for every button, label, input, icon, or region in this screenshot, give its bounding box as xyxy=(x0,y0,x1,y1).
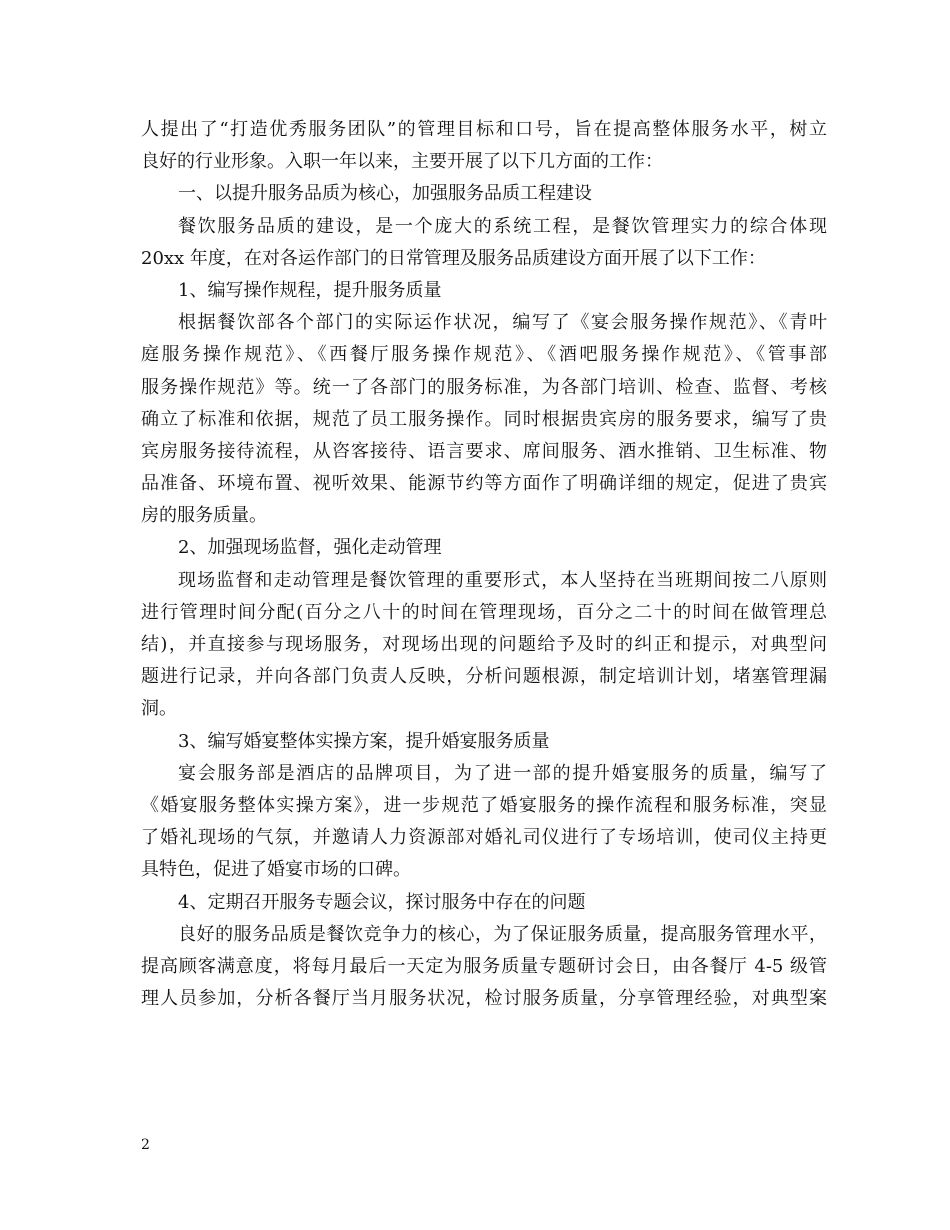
text-line: 20xx 年度，在对各运作部门的日常管理及服务品质建设方面开展了以下工作： xyxy=(141,247,766,269)
text-line: 了婚礼现场的气氛，并邀请人力资源部对婚礼司仪进行了专场培训，使司仪主持更 xyxy=(141,827,827,849)
text-line: 《婚宴服务整体实操方案》，进一步规范了婚宴服务的操作流程和服务标准，突显 xyxy=(141,794,827,816)
text-line: 结)，并直接参与现场服务，对现场出现的问题给予及时的纠正和提示，对典型问 xyxy=(141,634,827,655)
text-line: 一、以提升服务品质为核心，加强服务品质工程建设 xyxy=(178,183,592,205)
text-line: 确立了标准和依据，规范了员工服务操作。同时根据贵宾房的服务要求，编写了贵 xyxy=(141,408,827,430)
text-line: 宴会服务部是酒店的品牌项目，为了进一部的提升婚宴服务的质量，编写了 xyxy=(178,762,827,784)
text-line: 宾房服务接待流程，从咨客接待、语言要求、席间服务、酒水推销、卫生标准、物 xyxy=(141,440,827,462)
text-line: 良好的行业形象。入职一年以来，主要开展了以下几方面的工作： xyxy=(141,151,663,173)
text-line: 进行管理时间分配(百分之八十的时间在管理现场，百分之二十的时间在做管理总 xyxy=(141,601,827,623)
text-line: 服务操作规范》等。统一了各部门的服务标准，为各部门培训、检查、监督、考核 xyxy=(141,376,827,398)
text-line: 3、编写婚宴整体实操方案，提升婚宴服务质量 xyxy=(178,730,550,752)
document-body xyxy=(141,114,827,1015)
text-line: 题进行记录，并向各部门负责人反映，分析问题根源，制定培训计划，堵塞管理漏 xyxy=(141,666,827,688)
text-line: 洞。 xyxy=(141,698,177,720)
text-line: 庭服务操作规范》、《西餐厅服务操作规范》、《酒吧服务操作规范》、《管事部 xyxy=(141,344,827,366)
text-line: 根据餐饮部各个部门的实际运作状况，编写了《宴会服务操作规范》、《青叶 xyxy=(178,312,827,334)
page-number: 2 xyxy=(141,1137,150,1153)
text-line: 房的服务质量。 xyxy=(141,505,267,527)
text-line: 餐饮服务品质的建设，是一个庞大的系统工程，是餐饮管理实力的综合体现 xyxy=(178,215,827,237)
text-line: 现场监督和走动管理是餐饮管理的重要形式，本人坚持在当班期间按二八原则 xyxy=(178,569,827,591)
text-line: 2、加强现场监督，强化走动管理 xyxy=(178,537,442,559)
text-line: 品准备、环境布置、视听效果、能源节约等方面作了明确详细的规定，促进了贵宾 xyxy=(141,473,827,495)
text-line: 具特色，促进了婚宴市场的口碑。 xyxy=(141,859,411,881)
text-line: 理人员参加，分析各餐厅当月服务状况，检讨服务质量，分享管理经验，对典型案 xyxy=(141,988,827,1010)
text-line: 良好的服务品质是餐饮竞争力的核心，为了保证服务质量，提高服务管理水平， xyxy=(178,923,827,945)
text-line: 提高顾客满意度，将每月最后一天定为服务质量专题研讨会日，由各餐厅 4-5 级管 xyxy=(141,955,827,977)
text-line: 人提出了“打造优秀服务团队”的管理目标和口号，旨在提高整体服务水平，树立 xyxy=(141,119,827,140)
text-line: 4、定期召开服务专题会议，探讨服务中存在的问题 xyxy=(178,891,586,913)
text-line: 1、编写操作规程，提升服务质量 xyxy=(178,279,442,301)
